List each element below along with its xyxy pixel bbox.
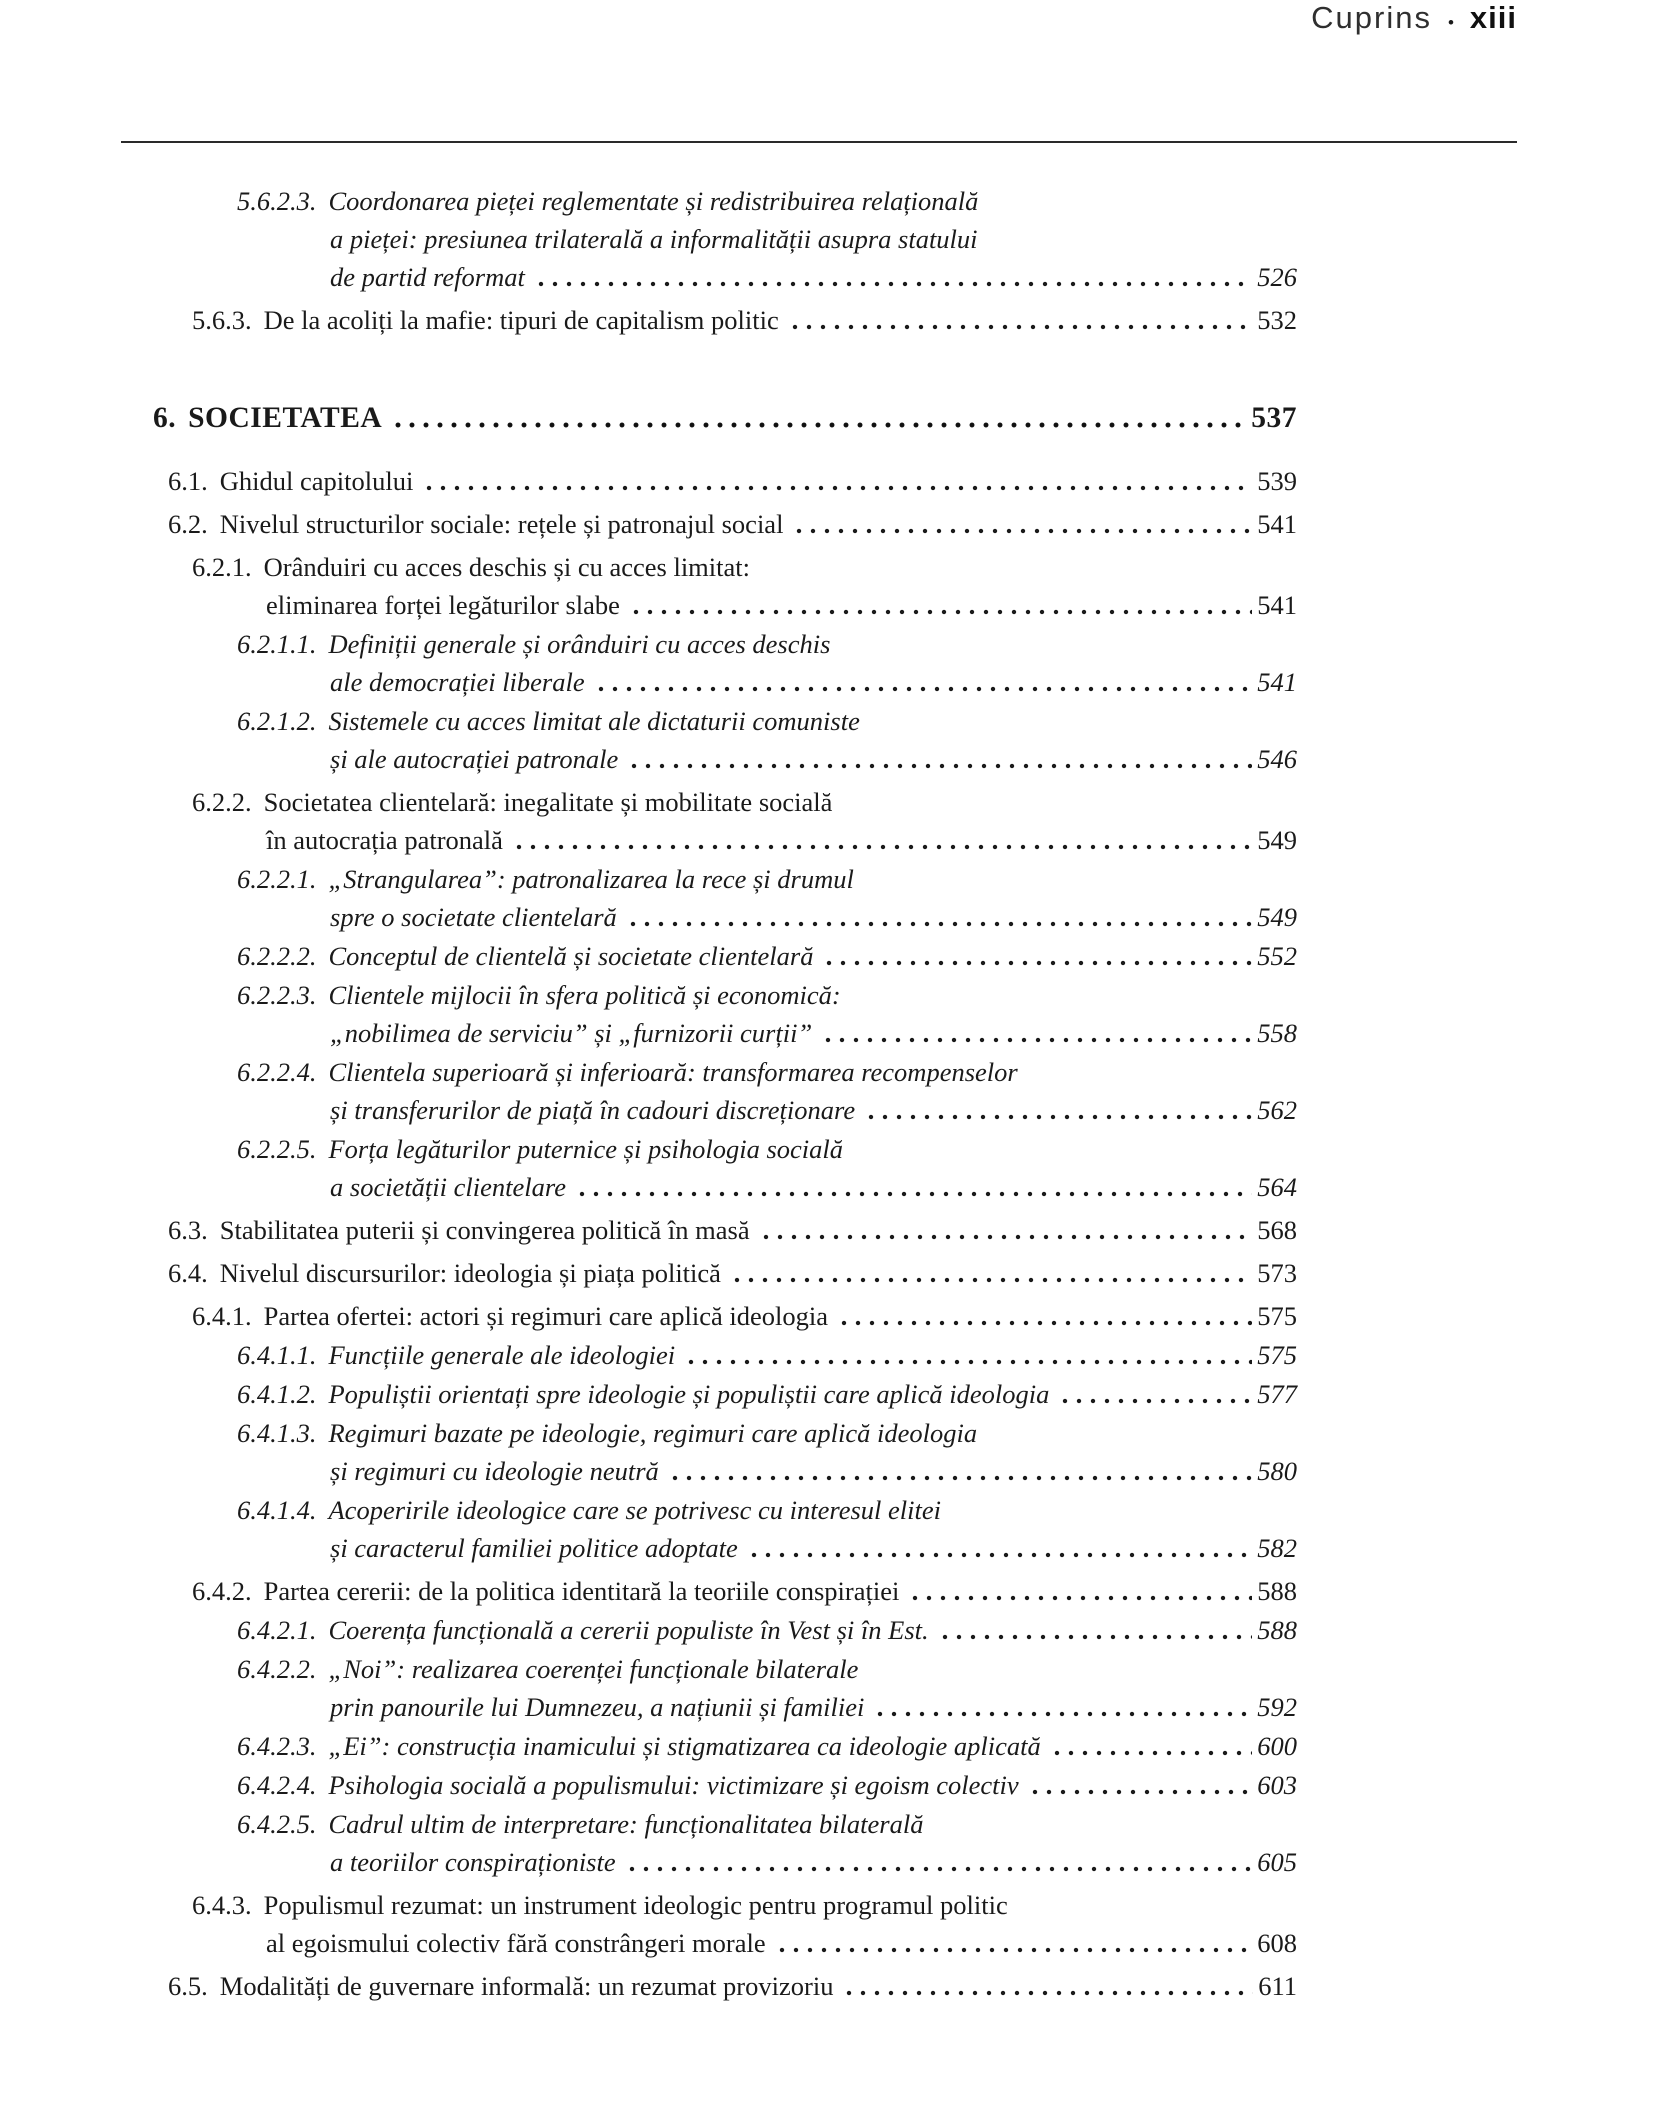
dot-leader — [747, 1529, 1253, 1567]
dot-leader — [422, 462, 1252, 500]
toc-line — [0, 860, 1297, 898]
toc-entry — [0, 625, 1297, 701]
toc-line — [0, 220, 1297, 258]
page-number: 537 — [1251, 402, 1297, 434]
page-number: 608 — [1257, 1928, 1297, 1958]
entry-title: și regimuri cu ideologie neutră — [330, 1456, 659, 1486]
toc-line — [0, 1452, 1297, 1490]
entry-title: Regimuri bazate pe ideologie, regimuri care aplică ideologia — [328, 1418, 978, 1448]
dot-leader — [873, 1688, 1252, 1726]
toc-entry — [0, 462, 1297, 500]
dot-leader — [837, 1297, 1252, 1335]
toc-line — [0, 1014, 1297, 1052]
page-number: 526 — [1257, 262, 1297, 292]
page-number: 558 — [1257, 1018, 1297, 1048]
toc-line — [0, 1688, 1297, 1726]
toc-entry — [0, 702, 1297, 778]
entry-title: ale democrației liberale — [330, 667, 585, 697]
entry-title: Clientele mijlocii în sfera politică și economică: — [328, 980, 841, 1010]
entry-title: eliminarea forței legăturilor slabe — [266, 590, 620, 620]
toc-entry — [0, 937, 1297, 975]
page-number: 592 — [1257, 1692, 1297, 1722]
toc-entry — [0, 1211, 1297, 1249]
toc-entry — [0, 1805, 1297, 1881]
toc-line — [0, 1491, 1297, 1529]
dot-leader — [627, 740, 1252, 778]
toc-entry — [0, 976, 1297, 1052]
entry-title: Partea cererii: de la politica identitară la teoriile conspirației — [263, 1576, 900, 1606]
toc-entry — [0, 1375, 1297, 1413]
dot-leader — [512, 821, 1252, 859]
toc-entry — [0, 1491, 1297, 1567]
toc-entry — [0, 1967, 1297, 2005]
entry-number: 6.2.1.2. — [237, 706, 317, 736]
toc-line — [0, 1805, 1297, 1843]
entry-number: 6.2.2.2. — [237, 941, 317, 971]
page-number: 541 — [1257, 667, 1297, 697]
entry-number: 5.6.3. — [192, 305, 252, 335]
entry-title: în autocrația patronală — [266, 825, 503, 855]
dot-leader — [730, 1254, 1252, 1292]
toc-entry — [0, 548, 1297, 624]
entry-title: Funcțiile generale ale ideologiei — [328, 1340, 676, 1370]
toc-entry — [0, 1254, 1297, 1292]
dot-leader — [775, 1924, 1253, 1962]
header-page-number: xiii — [1469, 0, 1517, 35]
entry-title: Coerența funcțională a cererii populiste în Vest și în Est. — [328, 1615, 929, 1645]
toc-line — [0, 1130, 1297, 1168]
entry-number: 6.4.3. — [192, 1890, 252, 1920]
entry-number: 6.5. — [168, 1971, 208, 2001]
entry-number: 6.2.1.1. — [237, 629, 317, 659]
toc-line — [0, 1843, 1297, 1881]
dot-leader — [938, 1611, 1253, 1649]
entry-title: Coordonarea pieței reglementate și redistribuirea relațională — [328, 186, 979, 216]
toc-entry — [0, 1611, 1297, 1649]
dot-leader — [684, 1336, 1252, 1374]
toc-line — [0, 1572, 1297, 1610]
entry-number: 6.4.2.2. — [237, 1654, 317, 1684]
entry-title: Nivelul discursurilor: ideologia și piața politică — [219, 1258, 721, 1288]
page-number: 568 — [1257, 1215, 1297, 1245]
toc-line — [0, 740, 1297, 778]
entry-number: 6.4.1. — [192, 1301, 252, 1331]
toc-line — [0, 1924, 1297, 1962]
entry-number: 6.4.2.1. — [237, 1615, 317, 1645]
toc-line — [0, 821, 1297, 859]
entry-title: SOCIETATEA — [188, 402, 383, 434]
page-number: 577 — [1257, 1379, 1297, 1409]
entry-number: 6.4.1.1. — [237, 1340, 317, 1370]
entry-title: și ale autocrației patronale — [330, 744, 619, 774]
dot-leader — [1028, 1766, 1253, 1804]
header-section-label: Cuprins — [1311, 0, 1432, 35]
toc-entry — [0, 505, 1297, 543]
entry-title: Ghidul capitolului — [219, 466, 414, 496]
entry-number: 6.2.2.5. — [237, 1134, 317, 1164]
page-number: 605 — [1257, 1847, 1297, 1877]
entry-number: 6.2.2.4. — [237, 1057, 317, 1087]
entry-title: „Ei”: construcția inamicului și stigmatizarea ca ideologie aplicată — [328, 1731, 1041, 1761]
entry-title: Populismul rezumat: un instrument ideologic pentru programul politic — [263, 1890, 1008, 1920]
toc-line — [0, 1766, 1297, 1804]
toc-entry — [0, 182, 1297, 296]
toc-line — [0, 548, 1297, 586]
page-number: 549 — [1257, 825, 1297, 855]
entry-number: 6.4.2.3. — [237, 1731, 317, 1761]
entry-title: Acoperirile ideologice care se potrivesc cu interesul elitei — [328, 1495, 941, 1525]
dot-leader — [391, 399, 1246, 437]
entry-number: 6.4.2.4. — [237, 1770, 317, 1800]
entry-number: 6.4.1.4. — [237, 1495, 317, 1525]
entry-title: „Noi”: realizarea coerenței funcționale bilaterale — [328, 1654, 859, 1684]
entry-title: și caracterul familiei politice adoptate — [330, 1533, 738, 1563]
entry-number: 6.1. — [168, 466, 208, 496]
toc-line — [0, 702, 1297, 740]
toc-line — [0, 1211, 1297, 1249]
toc-line — [0, 937, 1297, 975]
toc-line — [0, 182, 1297, 220]
toc-entry — [0, 1130, 1297, 1206]
entry-number: 6.4.2.5. — [237, 1809, 317, 1839]
entry-title: de partid reformat — [330, 262, 525, 292]
entry-number: 6.2.2. — [192, 787, 252, 817]
page-number: 541 — [1257, 590, 1297, 620]
toc-line — [0, 258, 1297, 296]
toc-line — [0, 1650, 1297, 1688]
toc-entry — [0, 399, 1297, 437]
entry-title: „Strangularea”: patronalizarea la rece și drumul — [328, 864, 854, 894]
toc-line — [0, 1254, 1297, 1292]
entry-title: Definiții generale și orânduiri cu acces deschis — [328, 629, 831, 659]
dot-leader — [668, 1452, 1252, 1490]
entry-title: Populiștii orientați spre ideologie și populiștii care aplică ideologia — [328, 1379, 1050, 1409]
dot-leader — [534, 258, 1252, 296]
dot-leader — [1050, 1727, 1252, 1765]
entry-title: spre o societate clientelară — [330, 902, 617, 932]
page-number: 588 — [1257, 1615, 1297, 1645]
dot-leader — [821, 1014, 1252, 1052]
page-number: 600 — [1257, 1731, 1297, 1761]
page-number: 532 — [1257, 305, 1297, 335]
toc-line — [0, 1091, 1297, 1129]
toc-entry — [0, 1766, 1297, 1804]
toc-line — [0, 1414, 1297, 1452]
page-number: 552 — [1257, 941, 1297, 971]
dot-leader — [594, 663, 1253, 701]
entry-title: a teoriilor conspiraționiste — [330, 1847, 616, 1877]
toc-line — [0, 462, 1297, 500]
dot-leader — [575, 1168, 1252, 1206]
entry-title: Cadrul ultim de interpretare: funcționalitatea bilaterală — [328, 1809, 924, 1839]
entry-title: a societății clientelare — [330, 1172, 566, 1202]
toc-entry — [0, 1336, 1297, 1374]
toc-line — [0, 586, 1297, 624]
page-number: 562 — [1257, 1095, 1297, 1125]
dot-leader — [629, 586, 1252, 624]
page-number: 564 — [1257, 1172, 1297, 1202]
entry-number: 6.4.2. — [192, 1576, 252, 1606]
page-number: 580 — [1257, 1456, 1297, 1486]
page-number: 575 — [1257, 1340, 1297, 1370]
entry-number: 6.4. — [168, 1258, 208, 1288]
toc-line — [0, 1967, 1297, 2005]
header-separator-dot: • — [1447, 13, 1454, 32]
entry-title: prin panourile lui Dumnezeu, a națiunii și familiei — [330, 1692, 865, 1722]
page-number: 588 — [1257, 1576, 1297, 1606]
entry-title: Forța legăturilor puternice și psihologia socială — [328, 1134, 844, 1164]
toc-line — [0, 1336, 1297, 1374]
entry-title: Partea ofertei: actori și regimuri care aplică ideologia — [263, 1301, 828, 1331]
entry-title: Conceptul de clientelă și societate clientelară — [328, 941, 814, 971]
entry-title: De la acoliți la mafie: tipuri de capitalism politic — [263, 305, 779, 335]
running-header — [121, 0, 1517, 143]
toc-line — [0, 663, 1297, 701]
toc-line — [0, 1611, 1297, 1649]
dot-leader — [626, 898, 1252, 936]
page-number: 603 — [1257, 1770, 1297, 1800]
toc-entry — [0, 1414, 1297, 1490]
entry-title: Modalități de guvernare informală: un rezumat provizoriu — [219, 1971, 834, 2001]
toc-entry — [0, 1297, 1297, 1335]
page-number: 539 — [1257, 466, 1297, 496]
entry-title: Psihologia socială a populismului: victimizare și egoism colectiv — [328, 1770, 1019, 1800]
toc-entry — [0, 1886, 1297, 1962]
page-number: 575 — [1257, 1301, 1297, 1331]
dot-leader — [842, 1967, 1253, 2005]
entry-number: 6. — [153, 402, 177, 434]
entry-title: Clientela superioară și inferioară: transformarea recompenselor — [328, 1057, 1018, 1087]
toc-entry — [0, 1572, 1297, 1610]
toc-line — [0, 301, 1297, 339]
entry-number: 6.2.1. — [192, 552, 252, 582]
entry-number: 6.3. — [168, 1215, 208, 1245]
entry-number: 6.2. — [168, 509, 208, 539]
entry-title: al egoismului colectiv fără constrângeri morale — [266, 1928, 766, 1958]
dot-leader — [788, 301, 1253, 339]
toc-line — [0, 1529, 1297, 1567]
page-number: 541 — [1257, 509, 1297, 539]
entry-title: a pieței: presiunea trilaterală a informalității asupra statului — [330, 224, 978, 254]
dot-leader — [759, 1211, 1253, 1249]
toc-line — [0, 1886, 1297, 1924]
entry-number: 6.4.1.2. — [237, 1379, 317, 1409]
toc-line — [0, 505, 1297, 543]
entry-title: Nivelul structurilor sociale: rețele și patronajul social — [219, 509, 784, 539]
entry-number: 6.2.2.1. — [237, 864, 317, 894]
toc-line — [0, 1297, 1297, 1335]
toc-line — [0, 1727, 1297, 1765]
toc-line — [0, 783, 1297, 821]
dot-leader — [908, 1572, 1252, 1610]
toc-entry — [0, 783, 1297, 859]
entry-title: Sistemele cu acces limitat ale dictaturii comuniste — [328, 706, 860, 736]
page-number: 611 — [1258, 1971, 1297, 2001]
toc-entry — [0, 301, 1297, 339]
toc-line — [0, 1053, 1297, 1091]
toc-entry — [0, 1650, 1297, 1726]
toc-line — [0, 399, 1297, 437]
entry-number: 6.2.2.3. — [237, 980, 317, 1010]
toc-line — [0, 898, 1297, 936]
entry-number: 6.4.1.3. — [237, 1418, 317, 1448]
entry-title: și transferurilor de piață în cadouri discreționare — [330, 1095, 856, 1125]
page-number: 546 — [1257, 744, 1297, 774]
toc-line — [0, 976, 1297, 1014]
dot-leader — [1058, 1375, 1252, 1413]
toc-line — [0, 625, 1297, 663]
toc-line — [0, 1168, 1297, 1206]
page-number: 573 — [1257, 1258, 1297, 1288]
entry-title: Stabilitatea puterii și convingerea politică în masă — [219, 1215, 750, 1245]
toc-line — [0, 1375, 1297, 1413]
entry-title: Orânduiri cu acces deschis și cu acces limitat: — [263, 552, 751, 582]
entry-number: 5.6.2.3. — [237, 186, 317, 216]
toc-entry — [0, 860, 1297, 936]
page-number: 582 — [1257, 1533, 1297, 1563]
toc — [0, 182, 1297, 2005]
dot-leader — [864, 1091, 1252, 1129]
dot-leader — [625, 1843, 1253, 1881]
page-number: 549 — [1257, 902, 1297, 932]
dot-leader — [792, 505, 1252, 543]
dot-leader — [822, 937, 1252, 975]
toc-entry — [0, 1053, 1297, 1129]
entry-title: Societatea clientelară: inegalitate și mobilitate socială — [263, 787, 833, 817]
entry-title: „nobilimea de serviciu” și „furnizorii curții” — [330, 1018, 813, 1048]
toc-entry — [0, 1727, 1297, 1765]
